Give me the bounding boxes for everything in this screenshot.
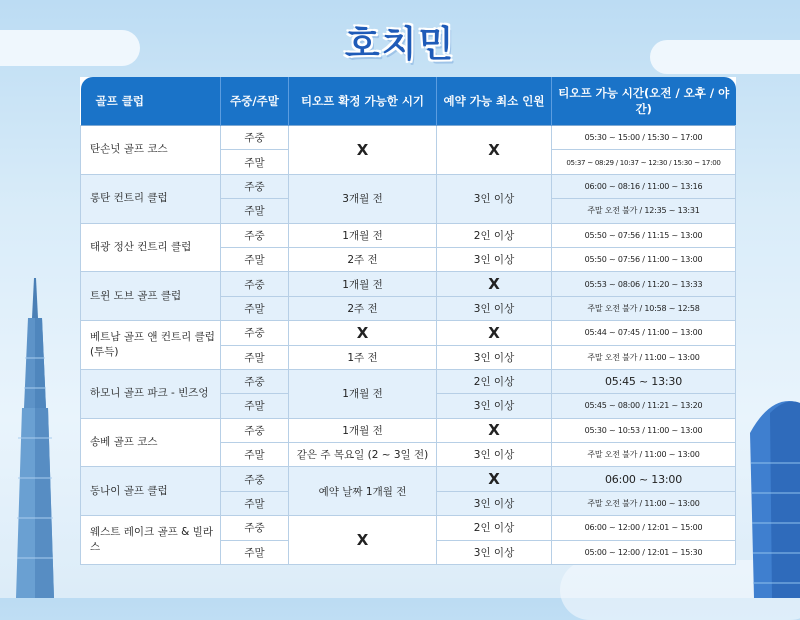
teeoff-time-weekday: 05:53 ~ 08:06 / 11:20 ~ 13:33 — [552, 272, 736, 296]
teeoff-time-weekend: 주말 오전 불가 / 12:35 ~ 13:31 — [552, 199, 736, 223]
club-name: 웨스트 레이크 골프 & 빌라스 — [81, 516, 221, 565]
day-type-weekend: 주말 — [221, 443, 289, 467]
teeoff-time-weekend: 주말 오전 불가 / 11:00 ~ 13:00 — [552, 345, 736, 369]
min-players-weekend: 3인 이상 — [437, 394, 552, 418]
day-type-weekday: 주중 — [221, 174, 289, 198]
table-row — [81, 467, 736, 491]
teeoff-time-weekday: 05:44 ~ 07:45 / 11:00 ~ 13:00 — [552, 321, 736, 345]
club-name: 송베 골프 코스 — [81, 418, 221, 467]
teeoff-time-weekday: 06:00 ~ 08:16 / 11:00 ~ 13:16 — [552, 174, 736, 198]
golf-club-tee-time-table — [80, 77, 736, 565]
teeoff-time-weekend: 05:45 ~ 08:00 / 11:21 ~ 13:20 — [552, 394, 736, 418]
confirm-period-weekday: 1개월 전 — [289, 418, 437, 442]
teeoff-time-weekday: 06:00 ~ 12:00 / 12:01 ~ 15:00 — [552, 516, 736, 540]
confirm-period-weekday: X — [289, 321, 437, 345]
header-min-players: 예약 가능 최소 인원 — [437, 77, 552, 126]
header-teeoff-times: 티오프 가능 시간(오전 / 오후 / 야간) — [552, 77, 736, 126]
teeoff-time-weekend: 주말 오전 불가 / 10:58 ~ 12:58 — [552, 296, 736, 320]
header-teeoff-confirm-period: 티오프 확정 가능한 시기 — [289, 77, 437, 126]
confirm-period-weekday: 1개월 전 — [289, 272, 437, 296]
teeoff-time-weekday: 06:00 ~ 13:00 — [552, 467, 736, 491]
teeoff-time-weekend: 05:00 ~ 12:00 / 12:01 ~ 15:30 — [552, 540, 736, 564]
day-type-weekend: 주말 — [221, 394, 289, 418]
min-players-weekday: X — [437, 467, 552, 491]
table-row — [81, 126, 736, 150]
teeoff-time-weekend: 주말 오전 불가 / 11:00 ~ 13:00 — [552, 443, 736, 467]
day-type-weekend: 주말 — [221, 247, 289, 271]
day-type-weekday: 주중 — [221, 516, 289, 540]
min-players-weekday: 2인 이상 — [437, 516, 552, 540]
confirm-period-weekend: 같은 주 목요일 (2 ~ 3일 전) — [289, 443, 437, 467]
min-players-weekend: 3인 이상 — [437, 443, 552, 467]
confirm-period: X — [289, 126, 437, 175]
club-name: 베트남 골프 앤 컨트리 클럽 (투득) — [81, 321, 221, 370]
table-row — [81, 223, 736, 247]
min-players: 3인 이상 — [437, 174, 552, 223]
table-row — [81, 418, 736, 442]
confirm-period: 1개월 전 — [289, 369, 437, 418]
day-type-weekend: 주말 — [221, 345, 289, 369]
club-name: 동나이 골프 클럽 — [81, 467, 221, 516]
teeoff-time-weekday: 05:45 ~ 13:30 — [552, 369, 736, 393]
day-type-weekend: 주말 — [221, 540, 289, 564]
day-type-weekend: 주말 — [221, 199, 289, 223]
confirm-period: 예약 날짜 1개월 전 — [289, 467, 437, 516]
day-type-weekday: 주중 — [221, 126, 289, 150]
min-players-weekend: 3인 이상 — [437, 540, 552, 564]
teeoff-time-weekday: 05:50 ~ 07:56 / 11:15 ~ 13:00 — [552, 223, 736, 247]
confirm-period: X — [289, 516, 437, 565]
club-name: 태광 정산 컨트리 클럽 — [81, 223, 221, 272]
table-row — [81, 174, 736, 198]
day-type-weekday: 주중 — [221, 369, 289, 393]
day-type-weekday: 주중 — [221, 418, 289, 442]
min-players: X — [437, 126, 552, 175]
confirm-period-weekday: 1개월 전 — [289, 223, 437, 247]
day-type-weekend: 주말 — [221, 296, 289, 320]
min-players-weekday: X — [437, 272, 552, 296]
header-weekday-weekend: 주중/주말 — [221, 77, 289, 126]
table-row — [81, 369, 736, 393]
club-name: 롱탄 컨트리 클럽 — [81, 174, 221, 223]
skyscraper-left-illustration — [8, 278, 64, 598]
teeoff-time-weekend: 주말 오전 불가 / 11:00 ~ 13:00 — [552, 491, 736, 515]
table-header-row — [81, 77, 736, 126]
min-players-weekday: 2인 이상 — [437, 223, 552, 247]
day-type-weekend: 주말 — [221, 150, 289, 174]
club-name: 하모니 골프 파크 - 빈즈엉 — [81, 369, 221, 418]
page-title: 호치민 — [344, 24, 456, 65]
min-players-weekday: X — [437, 321, 552, 345]
min-players-weekend: 3인 이상 — [437, 491, 552, 515]
club-name: 트윈 도브 골프 클럽 — [81, 272, 221, 321]
confirm-period-weekend: 2주 전 — [289, 296, 437, 320]
confirm-period-weekend: 1주 전 — [289, 345, 437, 369]
min-players-weekend: 3인 이상 — [437, 247, 552, 271]
day-type-weekday: 주중 — [221, 272, 289, 296]
club-name: 탄손넛 골프 코스 — [81, 126, 221, 175]
day-type-weekday: 주중 — [221, 223, 289, 247]
table-row — [81, 516, 736, 540]
day-type-weekday: 주중 — [221, 467, 289, 491]
teeoff-time-weekend: 05:37 ~ 08:29 / 10:37 ~ 12:30 / 15:30 ~ 17:00 — [552, 150, 736, 174]
confirm-period: 3개월 전 — [289, 174, 437, 223]
header-golf-club: 골프 클럽 — [81, 77, 221, 126]
table-row — [81, 272, 736, 296]
min-players-weekend: 3인 이상 — [437, 345, 552, 369]
teeoff-time-weekday: 05:30 ~ 15:00 / 15:30 ~ 17:00 — [552, 126, 736, 150]
min-players-weekday: X — [437, 418, 552, 442]
table-row — [81, 321, 736, 345]
min-players-weekday: 2인 이상 — [437, 369, 552, 393]
teeoff-time-weekend: 05:50 ~ 07:56 / 11:00 ~ 13:00 — [552, 247, 736, 271]
confirm-period-weekend: 2주 전 — [289, 247, 437, 271]
day-type-weekday: 주중 — [221, 321, 289, 345]
day-type-weekend: 주말 — [221, 491, 289, 515]
min-players-weekend: 3인 이상 — [437, 296, 552, 320]
skyscraper-right-illustration — [742, 393, 800, 598]
teeoff-time-weekday: 05:30 ~ 10:53 / 11:00 ~ 13:00 — [552, 418, 736, 442]
